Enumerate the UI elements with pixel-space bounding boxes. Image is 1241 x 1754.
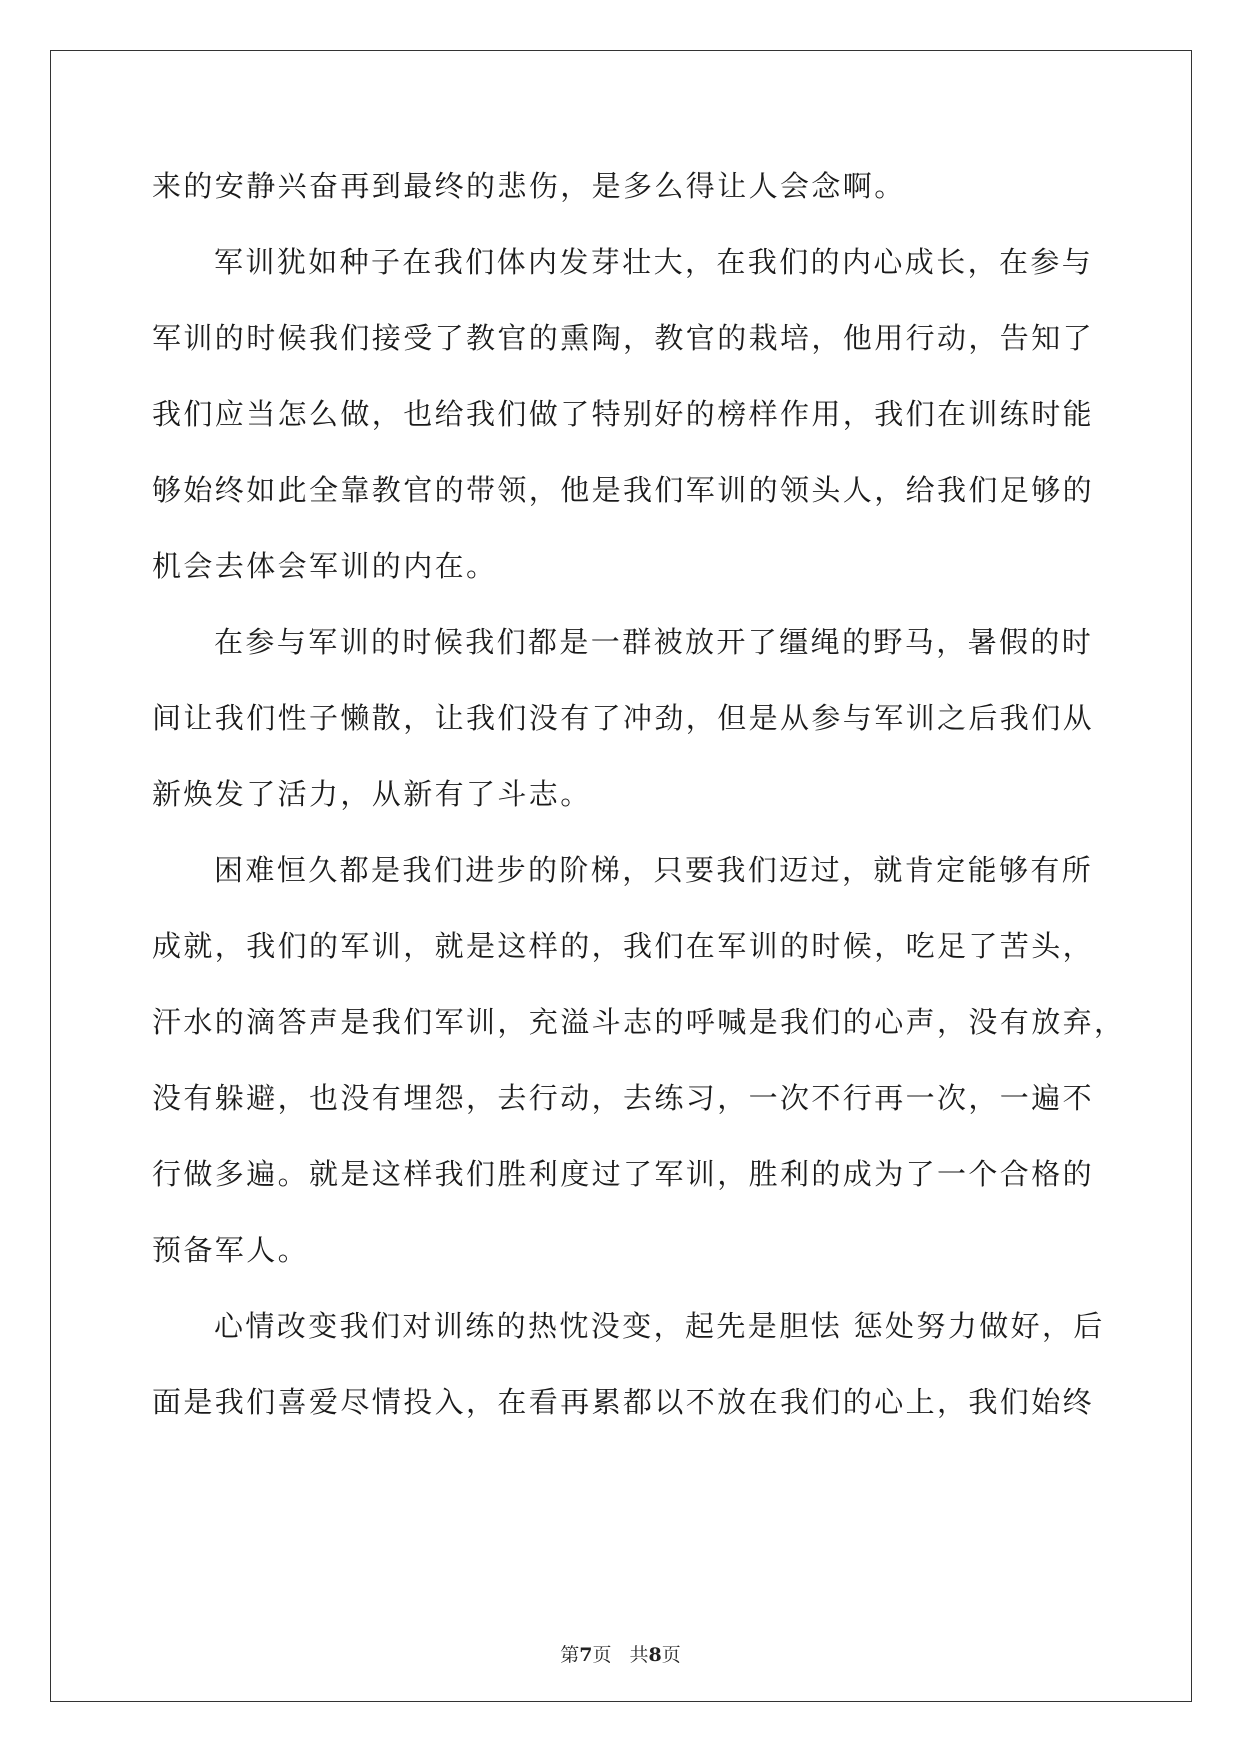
text-line: 预备军人。: [152, 1233, 310, 1267]
text-line: 新焕发了活力，从新有了斗志。: [152, 777, 592, 811]
text-line: 够始终如此全靠教官的带领，他是我们军训的领头人，给我们足够的: [152, 473, 1095, 507]
text-line: 我们应当怎么做，也给我们做了特别好的榜样作用，我们在训练时能: [152, 397, 1095, 431]
text-line: 行做多遍。就是这样我们胜利度过了军训，胜利的成为了一个合格的: [152, 1157, 1095, 1191]
total-pages-number: 8: [648, 1644, 662, 1666]
text-line: 军训的时候我们接受了教官的熏陶，教官的栽培，他用行动，告知了: [152, 321, 1095, 355]
text-line: 军训犹如种子在我们体内发芽壮大，在我们的内心成长，在参与: [214, 245, 1094, 279]
text-line: 成就，我们的军训，就是这样的，我们在军训的时候，吃足了苦头，: [152, 929, 1095, 963]
text-line: 机会去体会军训的内在。: [152, 549, 498, 583]
footer-page-suffix: 页: [592, 1644, 612, 1666]
text-line: 心情改变我们对训练的热忱没变，起先是胆怯 惩处努力做好，后: [214, 1309, 1105, 1343]
footer-prefix: 第: [560, 1644, 580, 1666]
text-line: 没有躲避，也没有埋怨，去行动，去练习，一次不行再一次，一遍不: [152, 1081, 1095, 1115]
text-line: 在参与军训的时候我们都是一群被放开了缰绳的野马，暑假的时: [214, 625, 1094, 659]
current-page-number: 7: [579, 1644, 593, 1666]
page-footer: [0, 1640, 1241, 1667]
text-line: 来的安静兴奋再到最终的悲伤，是多么得让人会念啊。: [152, 169, 906, 203]
text-line: 间让我们性子懒散，让我们没有了冲劲，但是从参与军训之后我们从: [152, 701, 1095, 735]
document-body: [152, 162, 1126, 1454]
footer-total-suffix: 页: [661, 1644, 681, 1666]
text-line: 面是我们喜爱尽情投入，在看再累都以不放在我们的心上，我们始终: [152, 1385, 1095, 1419]
text-line: 困难恒久都是我们进步的阶梯，只要我们迈过，就肯定能够有所: [214, 853, 1094, 887]
footer-total-prefix: 共: [629, 1644, 649, 1666]
text-line: 汗水的滴答声是我们军训，充溢斗志的呼喊是我们的心声，没有放弃，: [152, 1005, 1126, 1039]
